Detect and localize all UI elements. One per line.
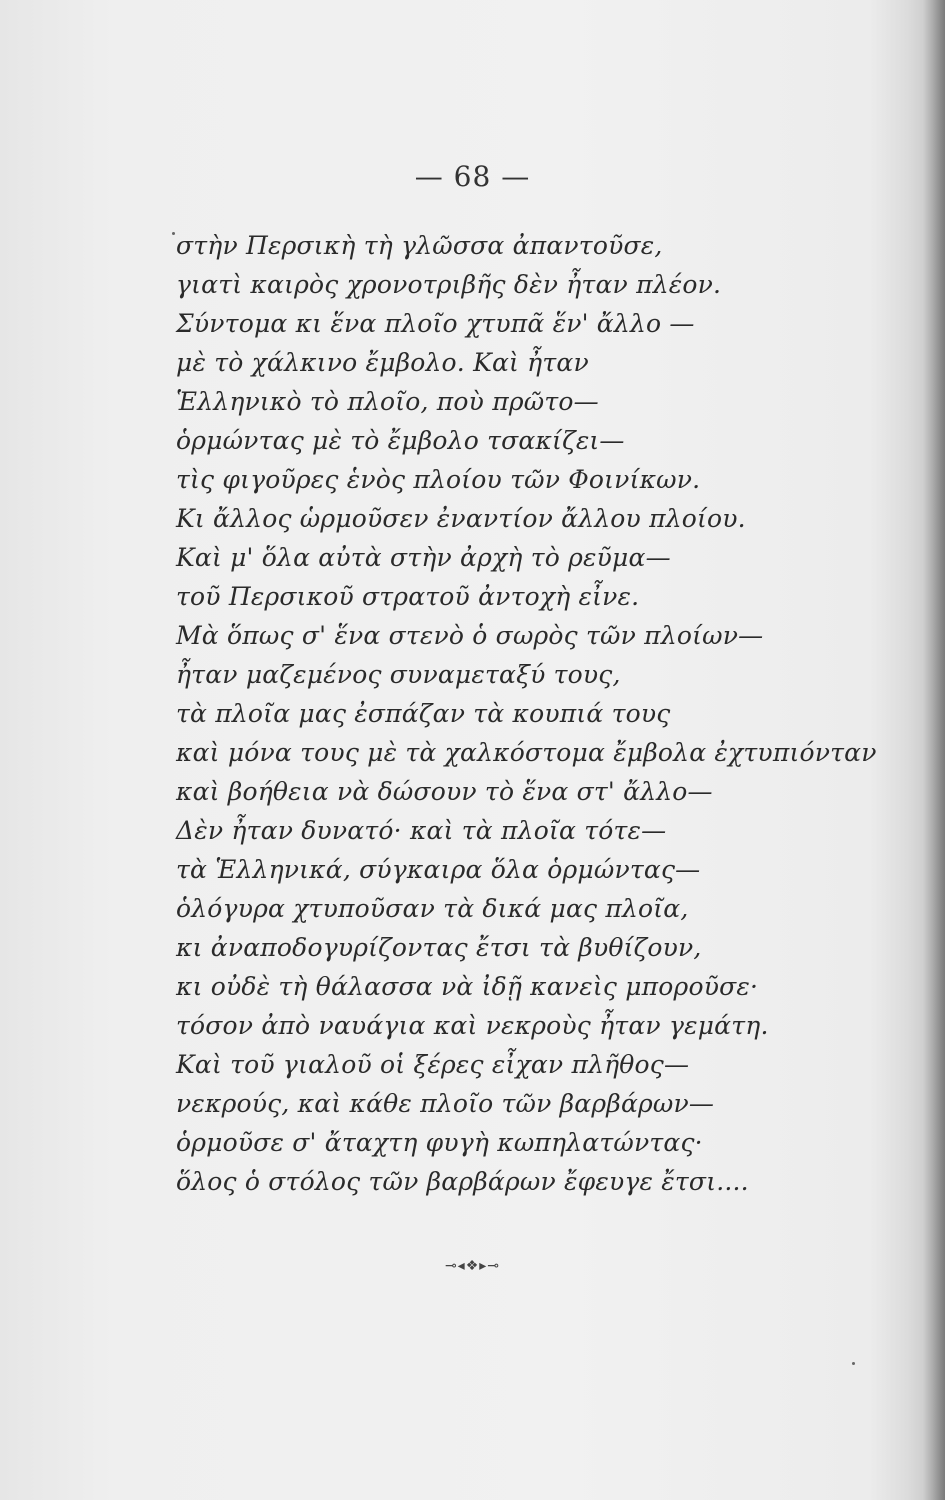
poem-line: τόσον ἀπὸ ναυάγια καὶ νεκροὺς ἦταν γεμάτη. — [176, 1011, 769, 1040]
poem-line: ὁρμοῦσε σ' ἄταχτη φυγὴ κωπηλατώντας· — [176, 1128, 703, 1157]
binding-shadow — [923, 0, 945, 1500]
poem-line: κι ἀναποδογυρίζοντας ἔτσι τὰ βυθίζουν, — [176, 933, 702, 962]
poem-line: καὶ βοήθεια νὰ δώσουν τὸ ἕνα στ' ἄλλο— — [176, 777, 713, 806]
poem-line: ἦταν μαζεμένος συναμεταξύ τους, — [176, 660, 621, 689]
ink-speck — [852, 1362, 855, 1365]
page-number: — 68 — — [414, 160, 531, 193]
poem-line: ὅλος ὁ στόλος τῶν βαρβάρων ἔφευγε ἔτσι.... — [176, 1167, 749, 1196]
poem-text — [176, 226, 876, 1201]
poem-line: Κι ἄλλος ὡρμοῦσεν ἐναντίον ἄλλου πλοίου. — [176, 504, 746, 533]
poem-line: Σύντομα κι ἕνα πλοῖο χτυπᾶ ἕν' ἄλλο — — [176, 309, 695, 338]
poem-line: Δὲν ἦταν δυνατό· καὶ τὰ πλοῖα τότε— — [176, 816, 667, 845]
poem-line: μὲ τὸ χάλκινο ἔμβολο. Καὶ ἦταν — [176, 348, 589, 377]
poem-line: νεκρούς, καὶ κάθε πλοῖο τῶν βαρβάρων— — [176, 1089, 715, 1118]
poem-line: κι οὐδὲ τὴ θάλασσα νὰ ἰδῇ κανεὶς μποροῦσε· — [176, 972, 759, 1001]
poem-line: τὰ πλοῖα μας ἐσπάζαν τὰ κουπιά τους — [176, 699, 671, 728]
poem-line: στὴν Περσικὴ τὴ γλῶσσα ἀπαντοῦσε, — [176, 231, 663, 260]
poem-line: γιατὶ καιρὸς χρονοτριβῆς δὲν ἦταν πλέον. — [176, 270, 722, 299]
poem-line: Καὶ τοῦ γιαλοῦ οἱ ξέρες εἶχαν πλῆθος— — [176, 1050, 690, 1079]
poem-line: τοῦ Περσικοῦ στρατοῦ ἀντοχὴ εἶνε. — [176, 582, 640, 611]
poem-line: Ἑλληνικὸ τὸ πλοῖο, ποὺ πρῶτο— — [176, 387, 599, 416]
end-ornament: ⊸◂❖▸⊸ — [444, 1258, 501, 1274]
poem-line: Μὰ ὅπως σ' ἕνα στενὸ ὁ σωρὸς τῶν πλοίων— — [176, 621, 764, 650]
poem-line: ὁρμώντας μὲ τὸ ἔμβολο τσακίζει— — [176, 426, 625, 455]
poem-line: ὁλόγυρα χτυποῦσαν τὰ δικά μας πλοῖα, — [176, 894, 689, 923]
poem-line: Καὶ μ' ὅλα αὐτὰ στὴν ἀρχὴ τὸ ρεῦμα— — [176, 543, 671, 572]
poem-line: τὶς φιγοῦρες ἑνὸς πλοίου τῶν Φοινίκων. — [176, 465, 701, 494]
ink-speck — [172, 232, 175, 235]
poem-line: τὰ Ἑλληνικά, σύγκαιρα ὅλα ὁρμώντας— — [176, 855, 701, 884]
poem-line: καὶ μόνα τους μὲ τὰ χαλκόστομα ἔμβολα ἐχτυπιόνταν — [176, 738, 877, 767]
